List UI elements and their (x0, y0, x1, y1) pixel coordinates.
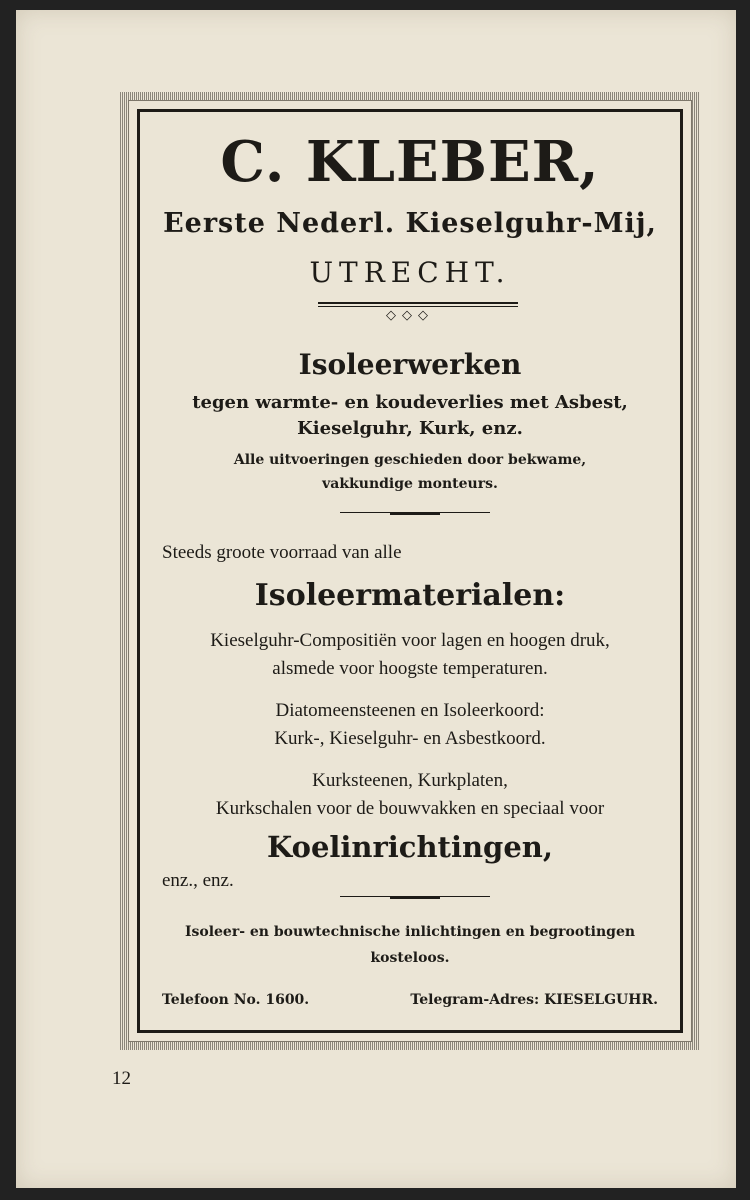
company-city: UTRECHT. (309, 256, 511, 289)
company-name: C. KLEBER, (220, 129, 600, 195)
divider-rule (340, 896, 490, 897)
text-line: Kurkschalen voor de bouwvakken en speciaal voor (215, 798, 605, 819)
text-line: alsmede voor hoogste temperaturen. (272, 658, 548, 679)
page (16, 10, 736, 1188)
text-line: Diatomeensteenen en Isoleerkoord: (275, 700, 545, 721)
decorative-border (120, 92, 700, 1050)
text-line: Kieselguhr-Compositiën voor lagen en hoogen druk, (210, 630, 610, 651)
text-line: Kurksteenen, Kurkplaten, (312, 770, 508, 791)
footer-contact (162, 992, 658, 1008)
text-line: Isoleer- en bouwtechnische inlichtingen en begrootingen (184, 924, 636, 940)
text-line: tegen warmte- en koudeverlies met Asbest, (192, 392, 628, 413)
text-line: Steeds groote voorraad van alle (162, 542, 402, 563)
text-line: Alle uitvoeringen geschieden door bekwame, (233, 452, 587, 468)
text-line: Kurk-, Kieselguhr- en Asbestkoord. (274, 728, 546, 749)
divider-rule (318, 302, 518, 304)
heading-koelinrichtingen: Koelinrichtingen, (267, 830, 553, 864)
ornament-diamonds: ◇◇◇ (386, 308, 434, 323)
heading-isoleermaterialen: Isoleermaterialen: (254, 578, 566, 613)
company-subtitle: Eerste Nederl. Kieselguhr-Mij, (163, 208, 657, 239)
text-line: enz., enz. (162, 870, 234, 891)
advertisement-box (137, 109, 683, 1033)
heading-isoleerwerken: Isoleerwerken (298, 348, 522, 381)
divider-rule (340, 512, 490, 513)
phone-number: Telefoon No. 1600. (162, 992, 310, 1008)
page-number: 12 (112, 1068, 131, 1089)
text-line: vakkundige monteurs. (322, 476, 498, 492)
text-line: kosteloos. (370, 950, 450, 966)
telegram-address: Telegram-Adres: KIESELGUHR. (410, 992, 658, 1008)
text-line: Kieselguhr, Kurk, enz. (297, 418, 523, 439)
